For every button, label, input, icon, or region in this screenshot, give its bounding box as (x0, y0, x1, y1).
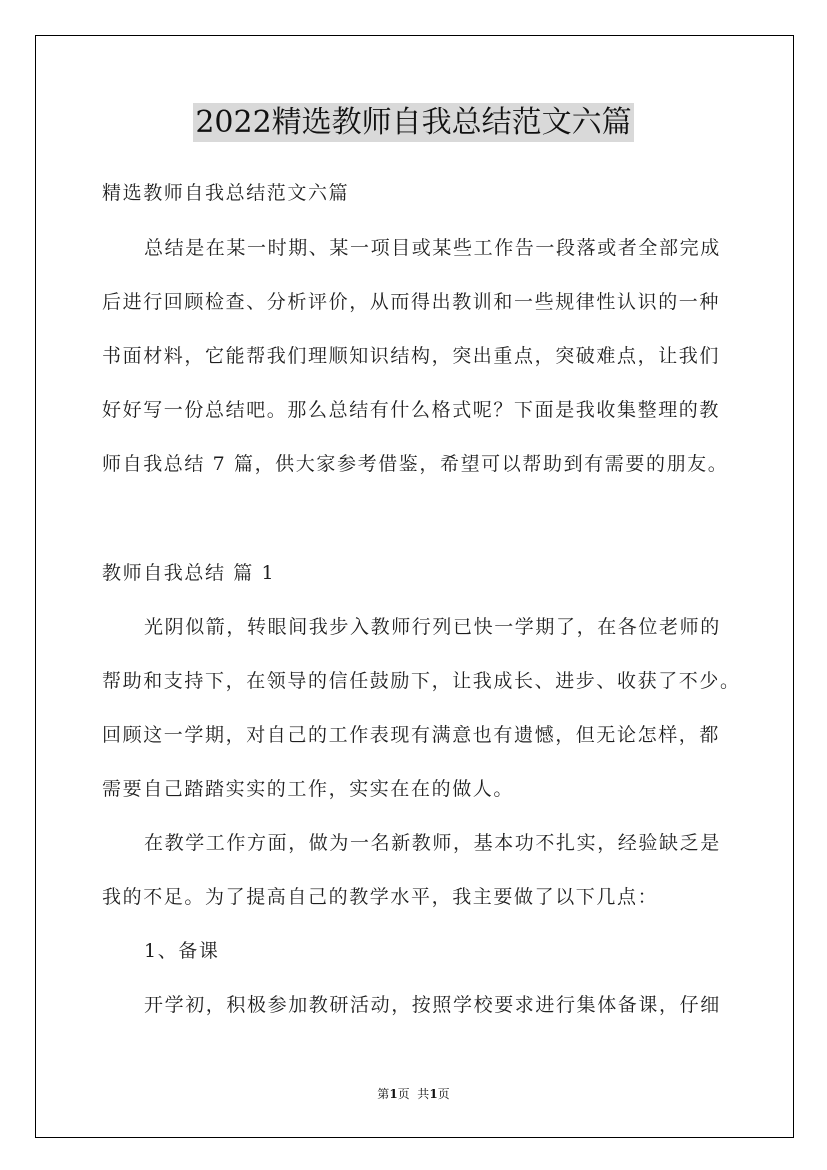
document-title: 2022精选教师自我总结范文六篇 (195, 105, 632, 140)
paragraph-line: 好好写一份总结吧。那么总结有什么格式呢？下面是我收集整理的教 (102, 399, 721, 421)
list-item-heading: 1、备课 (144, 940, 220, 962)
paragraph-line: 帮助和支持下，在领导的信任鼓励下，让我成长、进步、收获了不少。 (102, 670, 741, 692)
paragraph-line: 在教学工作方面，做为一名新教师，基本功不扎实，经验缺乏是 (144, 832, 721, 854)
footer-page-number: 1 (389, 1087, 398, 1101)
paragraph-line: 后进行回顾检查、分析评价，从而得出教训和一些规律性认识的一种 (102, 291, 721, 313)
paragraph-line: 书面材料，它能帮我们理顺知识结构，突出重点，突破难点，让我们 (102, 345, 721, 367)
section-heading: 教师自我总结 篇 1 (102, 562, 276, 584)
document-subtitle: 精选教师自我总结范文六篇 (102, 182, 350, 204)
paragraph-line: 光阴似箭，转眼间我步入教师行列已快一学期了，在各位老师的 (144, 616, 721, 638)
title-container (0, 103, 827, 142)
paragraph-line: 我的不足。为了提高自己的教学水平，我主要做了以下几点： (102, 886, 659, 908)
paragraph-line: 回顾这一学期，对自己的工作表现有满意也有遗憾，但无论怎样，都 (102, 724, 721, 746)
paragraph-line: 师自我总结 7 篇，供大家参考借鉴，希望可以帮助到有需要的朋友。 (102, 453, 729, 475)
paragraph-line: 总结是在某一时期、某一项目或某些工作告一段落或者全部完成 (144, 237, 721, 259)
page-footer (0, 1086, 827, 1102)
paragraph-line: 需要自己踏踏实实的工作，实实在在的做人。 (102, 778, 515, 800)
footer-total-suffix: 页 (437, 1087, 450, 1101)
footer-total-pages: 1 (429, 1087, 438, 1101)
paragraph-line: 开学初，积极参加教研活动，按照学校要求进行集体备课，仔细 (144, 994, 721, 1016)
footer-page-suffix: 页 共 (397, 1087, 430, 1101)
footer-page-prefix: 第 (377, 1087, 390, 1101)
